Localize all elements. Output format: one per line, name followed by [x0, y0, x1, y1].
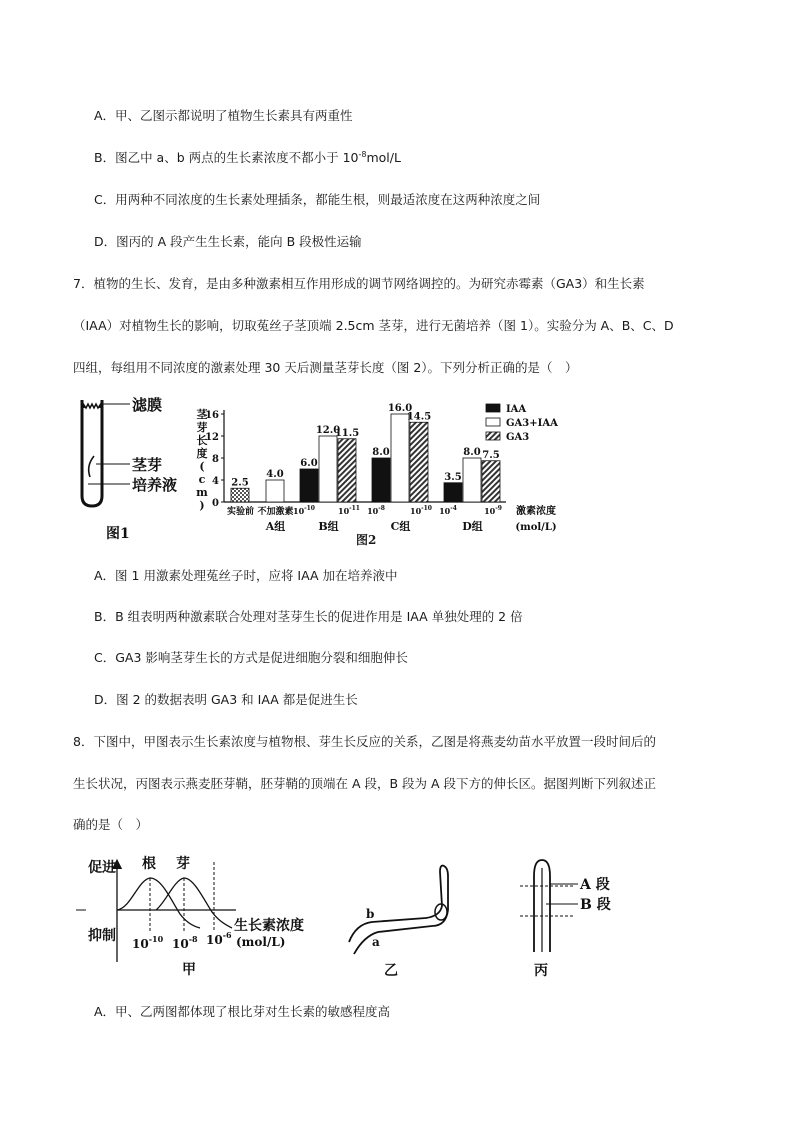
- q7-option-d: D．图 2 的数据表明 GA3 和 IAA 都是促进生长: [94, 692, 358, 707]
- figure-jia-concentration-curve: [76, 850, 336, 980]
- q6-option-b-exponent: -8: [358, 149, 367, 159]
- bar-value-label: 6.0: [300, 458, 318, 469]
- bar-D组-GA3: [482, 461, 500, 502]
- y-axis-label-char: 芽: [196, 421, 208, 434]
- figure-1-culture-tube: [70, 392, 190, 552]
- figure-yi-seedling: [344, 862, 454, 980]
- filter-membrane-mark: [84, 404, 100, 408]
- x-axis-unit: (mol/L): [236, 935, 286, 949]
- q8-stem-line1: 8．下图中，甲图表示生长素浓度与植物根、芽生长反应的关系，乙图是将燕麦幼苗水平放置一段时间后的: [73, 734, 656, 749]
- bar-value-label: 12.0: [315, 425, 341, 436]
- bar-value-label: 14.5: [406, 411, 432, 423]
- tick-10-10: $10^{-10}$: [132, 934, 164, 951]
- bar-value-label: 3.5: [444, 471, 462, 483]
- bar-C组-GA3: [410, 422, 428, 502]
- label-seg-a: A 段: [580, 877, 610, 893]
- bar-value-label: 8.0: [372, 447, 390, 458]
- q8-stem-line2: 生长状况，丙图表示燕麦胚芽鞘，胚芽鞘的顶端在 A 段，B 段为 A 段下方的伸长区。据图判断下列叙述正: [73, 776, 657, 791]
- label-root: 根: [142, 856, 156, 872]
- bar-value-label: 7.5: [482, 449, 500, 461]
- bar-实验前-实验前: [231, 488, 249, 502]
- q7-stem-line3: 四组，每组用不同浓度的激素处理 30 天后测量茎芽长度（图 2）。下列分析正确的是（ ）: [73, 360, 578, 375]
- group-label: B组: [318, 520, 339, 533]
- bar-D组-IAA: [444, 483, 462, 502]
- y-tick-label: 8: [212, 454, 219, 465]
- group-label: 不加激素: [257, 507, 294, 517]
- y-axis-label-char: 茎: [196, 408, 208, 421]
- q7-stem-line2: （IAA）对植物生长的影响，切取菟丝子茎顶端 2.5cm 茎芽，进行无菌培养（图 1）。实验分为 A、B、C、D: [73, 318, 674, 333]
- conc-label-ga3: $10^{-11}$: [338, 505, 360, 516]
- fig-yi-caption: 乙: [384, 963, 398, 979]
- chart-legend: [486, 404, 558, 443]
- y-axis-label-char: ): [199, 499, 205, 512]
- q7-option-b: B．B 组表明两种激素联合处理对茎芽生长的促进作用是 IAA 单独处理的 2 倍: [94, 609, 523, 624]
- q7-option-a: A．图 1 用激素处理菟丝子时，应将 IAA 加在培养液中: [94, 568, 398, 583]
- q7-option-c: C．GA3 影响茎芽生长的方式是促进细胞分裂和细胞伸长: [94, 650, 408, 665]
- q6-option-c: C．用两种不同浓度的生长素处理插条，都能生根，则最适浓度在这两种浓度之间: [94, 192, 541, 207]
- q7-stem-line1: 7．植物的生长、发育，是由多种激素相互作用形成的调节网络调控的。为研究赤霉素（GA3）和生长素: [73, 276, 645, 291]
- bar-C组-GA3+IAA: [391, 414, 409, 502]
- label-membrane: 滤膜: [132, 396, 163, 414]
- conc-label-iaa: $10^{-8}$: [367, 505, 385, 516]
- bar-value-label: 2.5: [231, 477, 249, 489]
- group-sublabel: A组: [265, 520, 286, 533]
- bar-D组-GA3+IAA: [463, 458, 481, 502]
- y-tick-label: 0: [212, 498, 219, 509]
- bar-value-label: 11.5: [334, 427, 360, 439]
- fig-jia-caption: 甲: [182, 962, 196, 978]
- test-tube-outline: [82, 400, 102, 506]
- x-axis-title: 激素浓度: [516, 506, 556, 517]
- legend-label-GA3+IAA: GA3+IAA: [506, 418, 558, 429]
- bar-B组-GA3: [338, 439, 356, 502]
- legend-swatch-GA3+IAA: [486, 418, 500, 426]
- bar-不加激素-不加激素: [266, 480, 284, 502]
- bud-curve: [156, 878, 232, 928]
- point-a: a: [372, 935, 380, 949]
- x-axis-labels: [227, 504, 557, 533]
- y-tick-label: 16: [205, 410, 219, 421]
- label-bud: 茎芽: [132, 456, 163, 474]
- x-axis-label: 生长素浓度: [234, 918, 304, 934]
- conc-label-ga3: $10^{-9}$: [484, 505, 502, 516]
- x-axis-unit: (mol/L): [515, 522, 557, 533]
- q8-stem-line3: 确的是（ ）: [73, 817, 149, 832]
- y-axis-label-char: 度: [196, 447, 208, 460]
- y-axis-label-char: (: [199, 460, 205, 473]
- y-axis-label-char: c: [198, 473, 206, 486]
- y-tick-label: 12: [205, 432, 219, 443]
- label-bud: 芽: [176, 856, 190, 872]
- conc-label-iaa: $10^{-4}$: [439, 505, 457, 516]
- q6-option-d: D．图丙的 A 段产生生长素，能向 B 段极性运输: [94, 234, 362, 249]
- bar-value-label: 8.0: [463, 447, 481, 458]
- legend-label-IAA: IAA: [506, 404, 527, 415]
- y-axis-label: [196, 407, 208, 512]
- root-curve: [117, 878, 200, 928]
- point-b: b: [366, 907, 375, 921]
- figure-bing-coleoptile: [508, 854, 628, 980]
- tick-10-8: $10^{-8}$: [172, 934, 198, 951]
- fig1-caption: 图1: [106, 526, 130, 542]
- bar-B组-GA3+IAA: [319, 436, 337, 502]
- y-axis-label-char: m: [196, 486, 208, 499]
- fig-bing-caption: 丙: [534, 963, 548, 979]
- fig2-caption: 图2: [356, 533, 377, 547]
- q6-option-a: A．甲、乙图示都说明了植物生长素具有两重性: [94, 108, 353, 123]
- conc-label-iaa: $10^{-10}$: [293, 505, 315, 516]
- group-label: D组: [462, 520, 483, 533]
- chart-bars: [231, 403, 500, 502]
- label-medium: 培养液: [132, 476, 178, 494]
- legend-swatch-GA3: [486, 432, 500, 440]
- stem-bud-shape: [89, 456, 94, 477]
- group-label: C组: [390, 520, 411, 533]
- group-label: 实验前: [226, 507, 255, 517]
- bar-value-label: 16.0: [387, 403, 413, 414]
- figure-2-bar-chart: [194, 394, 590, 552]
- conc-label-ga3: $10^{-10}$: [410, 505, 432, 516]
- y-tick-label: 4: [212, 476, 219, 487]
- q6-option-b-unit: mol/L: [366, 150, 401, 165]
- q8-option-a: A．甲、乙两图都体现了根比芽对生长素的敏感程度高: [94, 1004, 391, 1019]
- seedling-outline: [349, 866, 448, 954]
- legend-label-GA3: GA3: [506, 432, 530, 443]
- y-label-promote: 促进: [88, 860, 116, 876]
- tick-10-6: $10^{-6}$: [206, 930, 232, 947]
- q6-option-b: [94, 150, 401, 166]
- y-label-inhibit: 抑制: [88, 928, 116, 944]
- legend-swatch-IAA: [486, 404, 500, 412]
- label-seg-b: B 段: [580, 897, 611, 913]
- bar-C组-IAA: [372, 458, 390, 502]
- q6-option-b-text: B．图乙中 a、b 两点的生长素浓度不都小于 10: [94, 150, 359, 165]
- y-axis-label-char: 长: [196, 434, 208, 447]
- bar-B组-IAA: [300, 469, 318, 502]
- bar-value-label: 4.0: [266, 469, 284, 480]
